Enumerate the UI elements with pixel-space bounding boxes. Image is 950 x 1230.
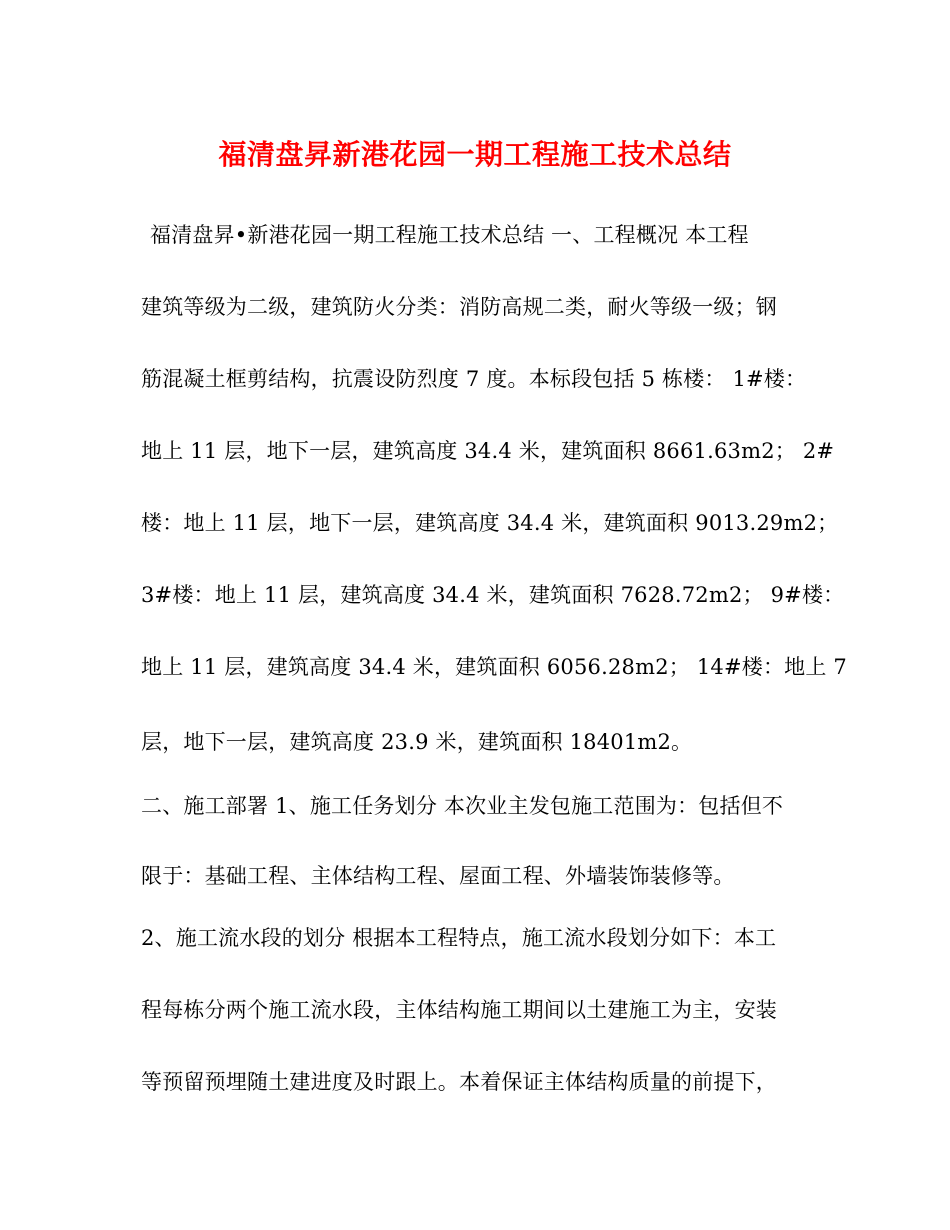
body-line-5: 楼：地上 11 层，地下一层，建筑高度 34.4 米，建筑面积 9013.29m2； xyxy=(141,511,839,535)
body-line-6: 3#楼：地上 11 层，建筑高度 34.4 米，建筑面积 7628.72m2； 9#楼： xyxy=(141,583,845,607)
body-line-13: 等预留预埋随土建进度及时跟上。本着保证主体结构质量的前提下， xyxy=(141,1070,777,1094)
document-title: 福清盘昇新港花园一期工程施工技术总结 xyxy=(218,138,732,171)
body-line-11: 2、施工流水段的划分 根据本工程特点，施工流水段划分如下：本工 xyxy=(141,926,777,950)
body-line-10: 限于：基础工程、主体结构工程、屋面工程、外墙装饰装修等。 xyxy=(141,864,735,888)
body-line-12: 程每栋分两个施工流水段，主体结构施工期间以土建施工为主，安装 xyxy=(141,998,777,1022)
body-line-4: 地上 11 层，地下一层，建筑高度 34.4 米，建筑面积 8661.63m2； 2# xyxy=(141,439,835,463)
body-line-1: 福清盘昇•新港花园一期工程施工技术总结 一、工程概况 本工程 xyxy=(150,223,749,247)
body-line-8: 层，地下一层，建筑高度 23.9 米，建筑面积 18401m2。 xyxy=(141,730,693,754)
body-line-2: 建筑等级为二级，建筑防火分类：消防高规二类，耐火等级一级；钢 xyxy=(141,295,777,319)
body-line-7: 地上 11 层，建筑高度 34.4 米，建筑面积 6056.28m2； 14#楼：地上 7 xyxy=(141,655,847,679)
body-line-3: 筋混凝土框剪结构，抗震设防烈度 7 度。本标段包括 5 栋楼： 1#楼： xyxy=(141,367,807,391)
body-line-9: 二、施工部署 1、施工任务划分 本次业主发包施工范围为：包括但不 xyxy=(141,794,784,818)
